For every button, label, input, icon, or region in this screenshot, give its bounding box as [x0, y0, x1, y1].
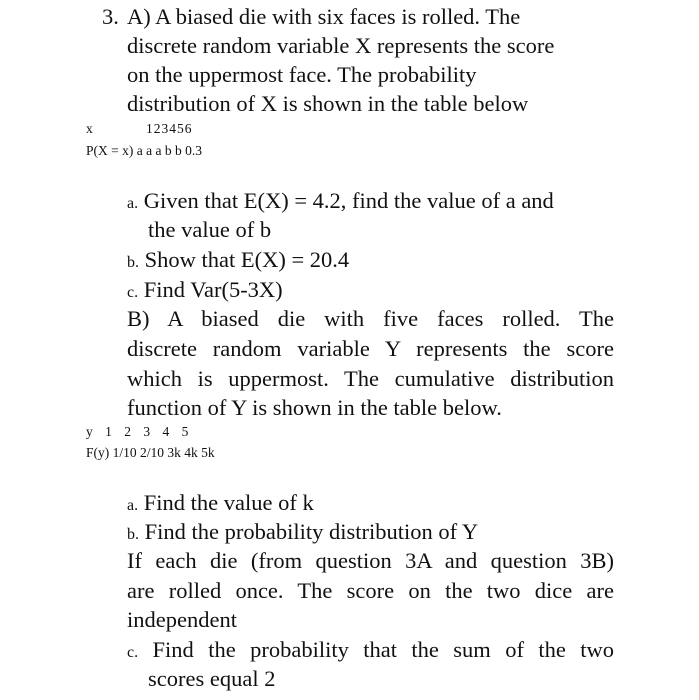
item-marker: a. [127, 497, 139, 514]
part-a-item-a-line-2: the value of b [148, 217, 272, 242]
item-text: Show that E(X) = 20.4 [144, 247, 350, 272]
part-b-item-b [127, 517, 478, 549]
part-a-item-c [127, 275, 283, 307]
item-marker: c. [127, 644, 139, 661]
question-number: 3. [102, 4, 119, 29]
item-text: Find the probability distribution of Y [144, 519, 479, 544]
item-marker: c. [127, 284, 139, 301]
paragraph-line-3: independent [127, 607, 237, 632]
item-text: Find the probability that the sum of the two [152, 637, 615, 662]
part-b-item-c-line-2: scores equal 2 [148, 666, 276, 691]
part-a-line-3: on the uppermost face. The probability [127, 62, 477, 87]
paragraph-line-2: are rolled once. The score on the two dice are [127, 578, 614, 603]
part-b-item-c [127, 635, 614, 667]
item-marker: b. [127, 254, 139, 271]
paragraph-line-1: If each die (from question 3A and question 3B) [127, 548, 614, 573]
part-b-line-2: discrete random variable Y represents the score [127, 336, 614, 361]
part-a-item-a [127, 186, 554, 218]
item-marker: a. [127, 195, 139, 212]
part-b-line-1: B) A biased die with five faces rolled. The [127, 306, 614, 331]
part-a-line-4: distribution of X is shown in the table below [127, 91, 529, 116]
part-a-line-2: discrete random variable X represents the score [127, 33, 555, 58]
table-a-probabilities: P(X = x) a a a b b 0.3 [86, 143, 202, 158]
table-b-cdf-values: F(y) 1/10 2/10 3k 4k 5k [86, 445, 215, 460]
item-text: Find the value of k [143, 490, 314, 515]
part-b-item-a [127, 488, 314, 520]
part-a-line-1: A) A biased die with six faces is rolled. The [127, 4, 521, 29]
part-a-item-b [127, 245, 349, 277]
part-b-line-4: function of Y is shown in the table below. [127, 395, 502, 420]
item-text: Find Var(5-3X) [143, 277, 283, 302]
item-text: Given that E(X) = 4.2, find the value of a and [143, 188, 554, 213]
table-b-y-values: y 1 2 3 4 5 [86, 424, 189, 439]
item-marker: b. [127, 526, 139, 543]
table-a-x-values: 123456 [146, 121, 193, 136]
part-b-line-3: which is uppermost. The cumulative distribution [127, 366, 614, 391]
table-a-x-label: x [86, 121, 93, 136]
